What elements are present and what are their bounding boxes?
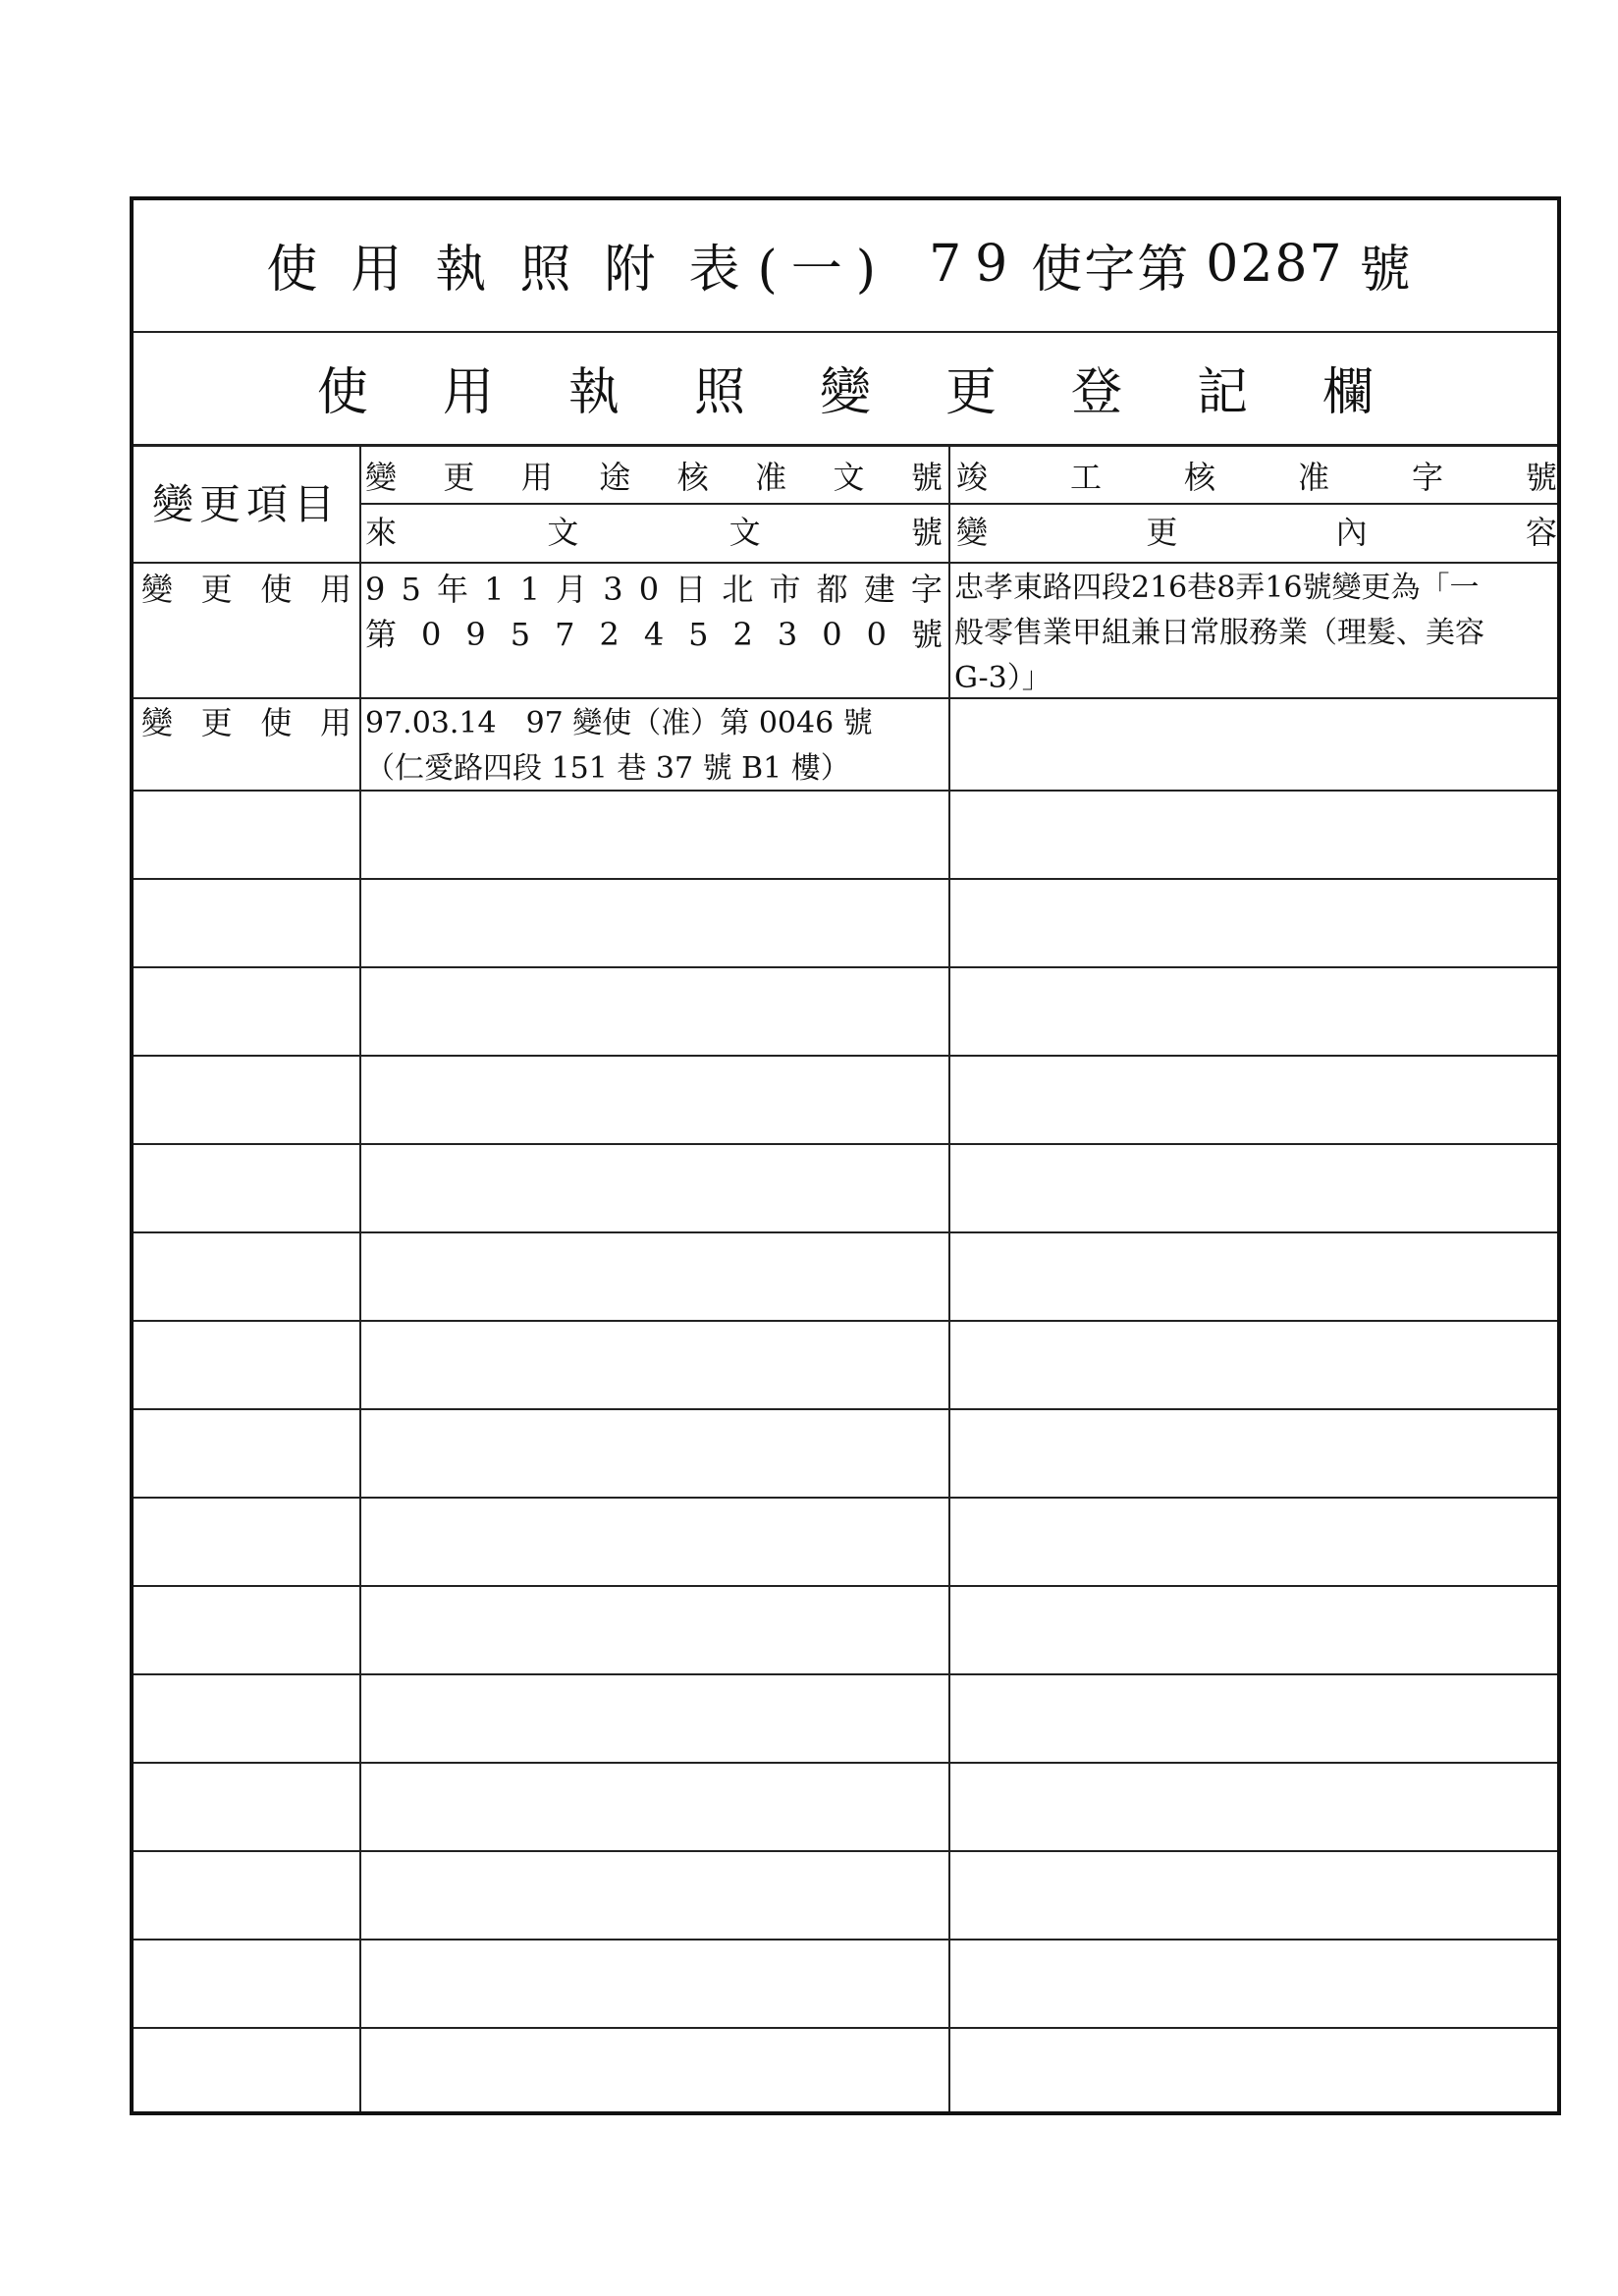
subtitle-char: 更 (945, 362, 998, 422)
header-char: 變 (956, 514, 989, 551)
header-char: 變 (365, 459, 398, 496)
item-char: 變 (141, 704, 174, 741)
header-char: 來 (365, 514, 398, 551)
page-subtitle (134, 333, 1557, 441)
subtitle-char: 執 (567, 362, 620, 422)
row-divider (134, 1673, 1557, 1675)
header-char: 號 (910, 514, 943, 551)
item-char: 用 (319, 704, 351, 741)
col-header-incoming-doc (365, 513, 943, 552)
row2-doc: 97.03.14 97 變使（准）第 0046 號 （仁愛路四段 151 巷 37 號 B1 樓） (365, 706, 873, 786)
doc-char: 0 (421, 616, 442, 653)
header-char: 文 (547, 514, 579, 551)
title-char: 79 (929, 235, 1022, 294)
header-char: 途 (599, 459, 631, 496)
row-divider (134, 1055, 1557, 1057)
col-header-completion-doc (956, 458, 1557, 497)
subtitle-char: 欄 (1322, 362, 1375, 422)
doc-char: 月 (556, 571, 588, 608)
subtitle-char: 用 (442, 362, 494, 422)
item-char: 用 (319, 571, 351, 608)
row-divider (134, 1939, 1557, 1941)
header-char: 號 (1525, 459, 1557, 496)
doc-char: 年 (436, 571, 468, 608)
header-char: 准 (755, 459, 787, 496)
row-divider (134, 1762, 1557, 1764)
doc-char: 3 (777, 616, 798, 653)
header-char: 號 (910, 459, 943, 496)
row-divider (134, 697, 1557, 699)
row-divider (134, 790, 1557, 792)
row-divider (134, 1143, 1557, 1145)
doc-char: 號 (910, 616, 943, 653)
doc-char: 0 (822, 616, 842, 653)
doc-char: 日 (674, 571, 707, 608)
subtitle-char: 照 (693, 362, 745, 422)
doc-char: 0 (866, 616, 887, 653)
doc-char: 建 (863, 571, 895, 608)
doc-char: 2 (732, 616, 753, 653)
col-header-change-content (956, 513, 1557, 552)
item-char: 更 (200, 571, 233, 608)
header-char: 工 (1069, 459, 1102, 496)
doc-char: 2 (599, 616, 620, 653)
header-char: 文 (728, 514, 761, 551)
title-char: 使 (266, 240, 332, 300)
doc-char: 1 (484, 571, 505, 608)
title-char: 0287 (1206, 235, 1344, 294)
row-divider (134, 1585, 1557, 1587)
title-char: 照 (519, 240, 585, 300)
subtitle-char: 使 (316, 362, 368, 422)
title-char: 表 (688, 240, 754, 300)
header-char: 內 (1335, 514, 1368, 551)
doc-char: 9 (365, 571, 386, 608)
column-divider (948, 444, 950, 2111)
row1-content: 忠孝東路四段216巷8弄16號變更為「一 般零售業甲組兼日常服務業（理髮、美容 G-3）」 (954, 571, 1484, 695)
title-char: 執 (435, 240, 501, 300)
doc-char: 第 (365, 616, 398, 653)
header-divider (359, 503, 1557, 505)
header-char: 字 (1411, 459, 1443, 496)
title-char: 號 (1359, 240, 1425, 300)
doc-char: 9 (465, 616, 486, 653)
row-divider (134, 1850, 1557, 1852)
subtitle-char: 登 (1071, 362, 1123, 422)
doc-char: 都 (816, 571, 848, 608)
title-char: 使字第 (1031, 240, 1191, 300)
row1-doc-line1 (365, 570, 943, 609)
header-char: 更 (443, 459, 475, 496)
col-header-approval-doc (365, 458, 943, 497)
row2-item (141, 703, 351, 742)
column-divider (359, 444, 361, 2111)
row-divider (134, 966, 1557, 968)
row1-doc-line2 (365, 615, 943, 654)
header-char: 核 (1183, 459, 1215, 496)
doc-char: 北 (722, 571, 754, 608)
doc-char: 5 (510, 616, 531, 653)
doc-char: 3 (603, 571, 623, 608)
header-char: 竣 (956, 459, 989, 496)
item-char: 使 (260, 571, 293, 608)
doc-char: 7 (555, 616, 575, 653)
row-divider (134, 1231, 1557, 1233)
header-char: 核 (676, 459, 709, 496)
subtitle-char: 變 (819, 362, 871, 422)
license-table-frame (130, 196, 1561, 2115)
subtitle-char: 記 (1197, 362, 1249, 422)
title-char: 用 (351, 240, 416, 300)
item-char: 變 (141, 571, 174, 608)
row-divider (134, 1497, 1557, 1499)
doc-char: 5 (688, 616, 709, 653)
doc-char: 5 (401, 571, 421, 608)
row1-item (141, 570, 351, 609)
row-divider (134, 1408, 1557, 1410)
page-title (134, 200, 1557, 328)
header-char: 更 (1146, 514, 1178, 551)
doc-char: 字 (910, 571, 943, 608)
title-char: (一) (757, 240, 890, 300)
doc-char: 市 (769, 571, 801, 608)
item-char: 更 (200, 704, 233, 741)
header-char: 文 (833, 459, 865, 496)
item-char: 使 (260, 704, 293, 741)
col-header-item: 變更項目 (151, 480, 341, 528)
doc-char: 4 (643, 616, 665, 653)
header-char: 容 (1525, 514, 1557, 551)
row-divider (134, 878, 1557, 880)
doc-char: 0 (638, 571, 660, 608)
header-bottom-divider (134, 562, 1557, 564)
row-divider (134, 1320, 1557, 1322)
header-char: 准 (1297, 459, 1329, 496)
title-char: 附 (604, 240, 670, 300)
doc-char: 1 (519, 571, 540, 608)
header-char: 用 (520, 459, 553, 496)
row-divider (134, 2027, 1557, 2029)
